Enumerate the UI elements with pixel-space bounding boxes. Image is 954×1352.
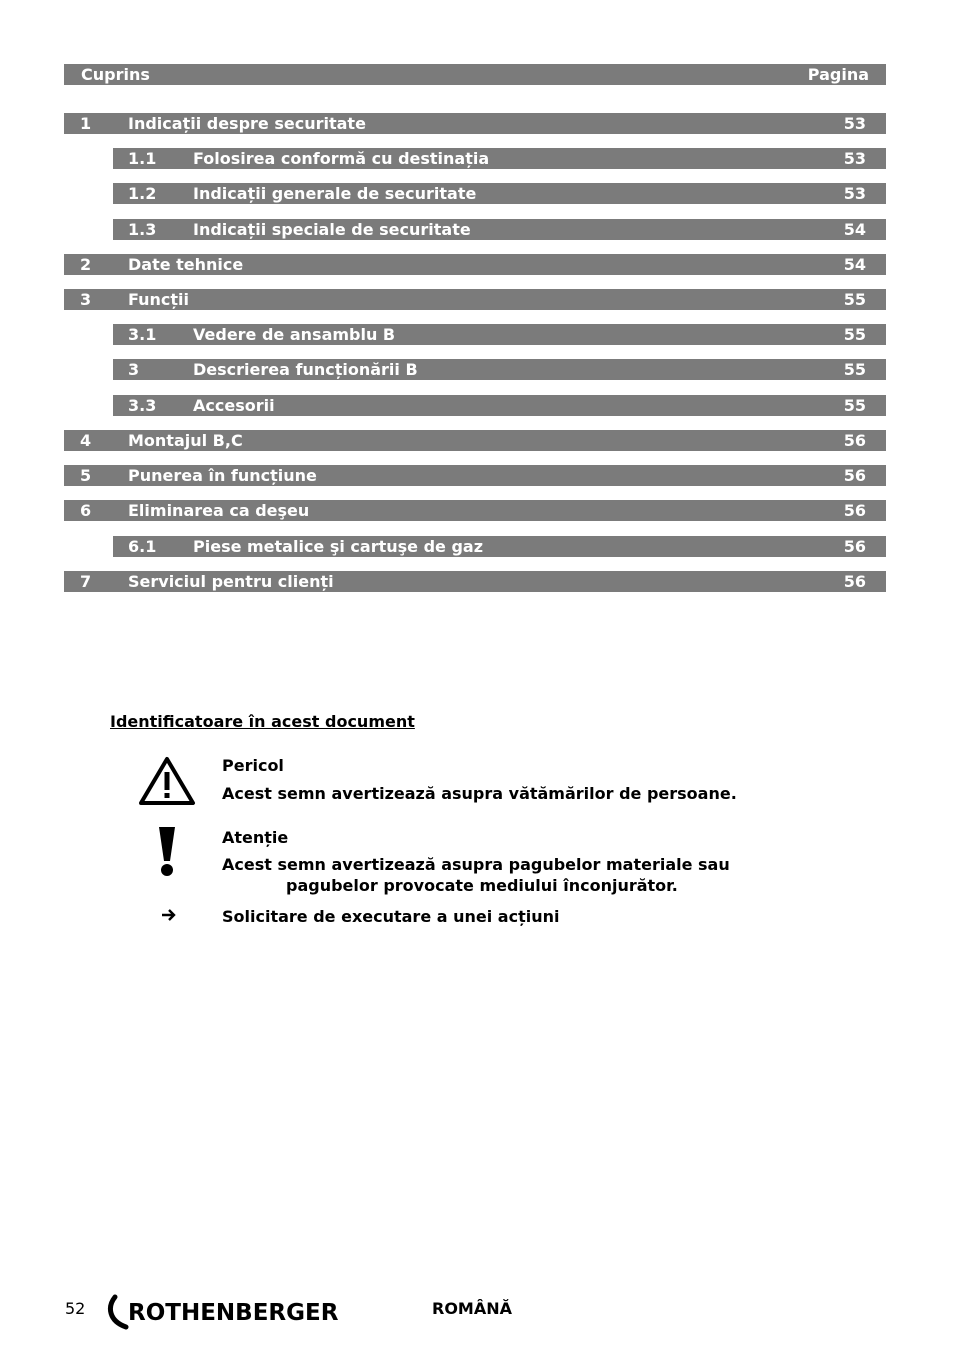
- exclamation-icon: [156, 827, 178, 877]
- toc-entry-number: 4: [80, 431, 92, 450]
- toc-entry-number: 7: [80, 572, 92, 591]
- toc-entry[interactable]: [64, 430, 886, 451]
- toc-entry-number: 1.3: [128, 220, 157, 239]
- toc-entry-number: 1: [80, 114, 92, 133]
- toc-entry-page: 54: [843, 255, 866, 274]
- toc-entry[interactable]: [64, 571, 886, 592]
- toc-entry-number: 3.3: [128, 396, 157, 415]
- warning-triangle-icon: [138, 756, 196, 806]
- toc-entry[interactable]: [64, 289, 886, 310]
- toc-entry-page: 53: [843, 149, 866, 168]
- toc-entry-number: 6.1: [128, 537, 157, 556]
- toc-entry[interactable]: [113, 148, 886, 169]
- toc-entry-title: Funcții: [128, 290, 190, 309]
- toc-entry-number: 1.1: [128, 149, 157, 168]
- caution-title: Atenție: [222, 828, 289, 847]
- toc-entry-number: 2: [80, 255, 92, 274]
- toc-entry-number: 3: [128, 360, 140, 379]
- toc-entry[interactable]: [64, 254, 886, 275]
- rothenberger-logo: [106, 1293, 346, 1335]
- toc-entry[interactable]: [113, 219, 886, 240]
- toc-entry-page: 56: [843, 537, 866, 556]
- toc-entry-number: 3: [80, 290, 92, 309]
- toc-entry-title: Montajul B,C: [128, 431, 243, 450]
- toc-entry-title: Serviciul pentru clienți: [128, 572, 334, 591]
- toc-entry-page: 55: [843, 396, 866, 415]
- caution-text-line1: Acest semn avertizează asupra pagubelor materiale sau: [222, 855, 730, 874]
- logo-brand-text: ROTHENBERGER: [128, 1300, 339, 1326]
- toc-entry-title: Date tehnice: [128, 255, 244, 274]
- toc-entry[interactable]: [113, 359, 886, 380]
- toc-entry-page: 55: [843, 360, 866, 379]
- toc-entry-page: 56: [843, 466, 866, 485]
- toc-entry[interactable]: [113, 536, 886, 557]
- toc-entry-number: 5: [80, 466, 92, 485]
- language-label: ROMÂNĂ: [432, 1299, 512, 1318]
- caution-text-line2: pagubelor provocate mediului înconjurător.: [286, 876, 678, 895]
- toc-entry-title: Descrierea funcționării B: [193, 360, 418, 379]
- toc-entry-page: 56: [843, 431, 866, 450]
- toc-entry[interactable]: [113, 324, 886, 345]
- toc-entry-page: 56: [843, 501, 866, 520]
- action-text: Solicitare de executare a unei acțiuni: [222, 907, 560, 926]
- toc-entry-number: 3.1: [128, 325, 157, 344]
- toc-entry[interactable]: [64, 465, 886, 486]
- toc-entry-title: Indicații despre securitate: [128, 114, 366, 133]
- page-number: 52: [65, 1299, 86, 1318]
- toc-entry-title: Accesorii: [193, 396, 275, 415]
- toc-entry-page: 56: [843, 572, 866, 591]
- toc-header-left: Cuprins: [81, 65, 150, 84]
- toc-entry-page: 53: [843, 114, 866, 133]
- toc-entry-page: 54: [843, 220, 866, 239]
- toc-entry-title: Eliminarea ca deşeu: [128, 501, 310, 520]
- toc-header-right: Pagina: [807, 65, 869, 84]
- toc-entry-number: 6: [80, 501, 92, 520]
- toc-entry[interactable]: [113, 183, 886, 204]
- toc-entry-title: Piese metalice şi cartuşe de gaz: [193, 537, 484, 556]
- legend-heading: Identificatoare în acest document: [110, 712, 415, 731]
- toc-entry-title: Indicații generale de securitate: [193, 184, 477, 203]
- toc-entry-page: 55: [843, 290, 866, 309]
- toc-header: [64, 64, 886, 85]
- toc-entry-title: Folosirea conformă cu destinația: [193, 149, 490, 168]
- toc-entry-page: 55: [843, 325, 866, 344]
- arrow-right-icon: [161, 907, 177, 923]
- toc-entry-title: Punerea în funcțiune: [128, 466, 317, 485]
- toc-entry-page: 53: [843, 184, 866, 203]
- toc-entry-title: Indicații speciale de securitate: [193, 220, 471, 239]
- toc-entry[interactable]: [64, 500, 886, 521]
- toc-entry[interactable]: [64, 113, 886, 134]
- toc-entry-number: 1.2: [128, 184, 157, 203]
- toc-entry[interactable]: [113, 395, 886, 416]
- danger-title: Pericol: [222, 756, 284, 775]
- toc-entry-title: Vedere de ansamblu B: [193, 325, 396, 344]
- danger-text: Acest semn avertizează asupra vătămărilor de persoane.: [222, 784, 737, 803]
